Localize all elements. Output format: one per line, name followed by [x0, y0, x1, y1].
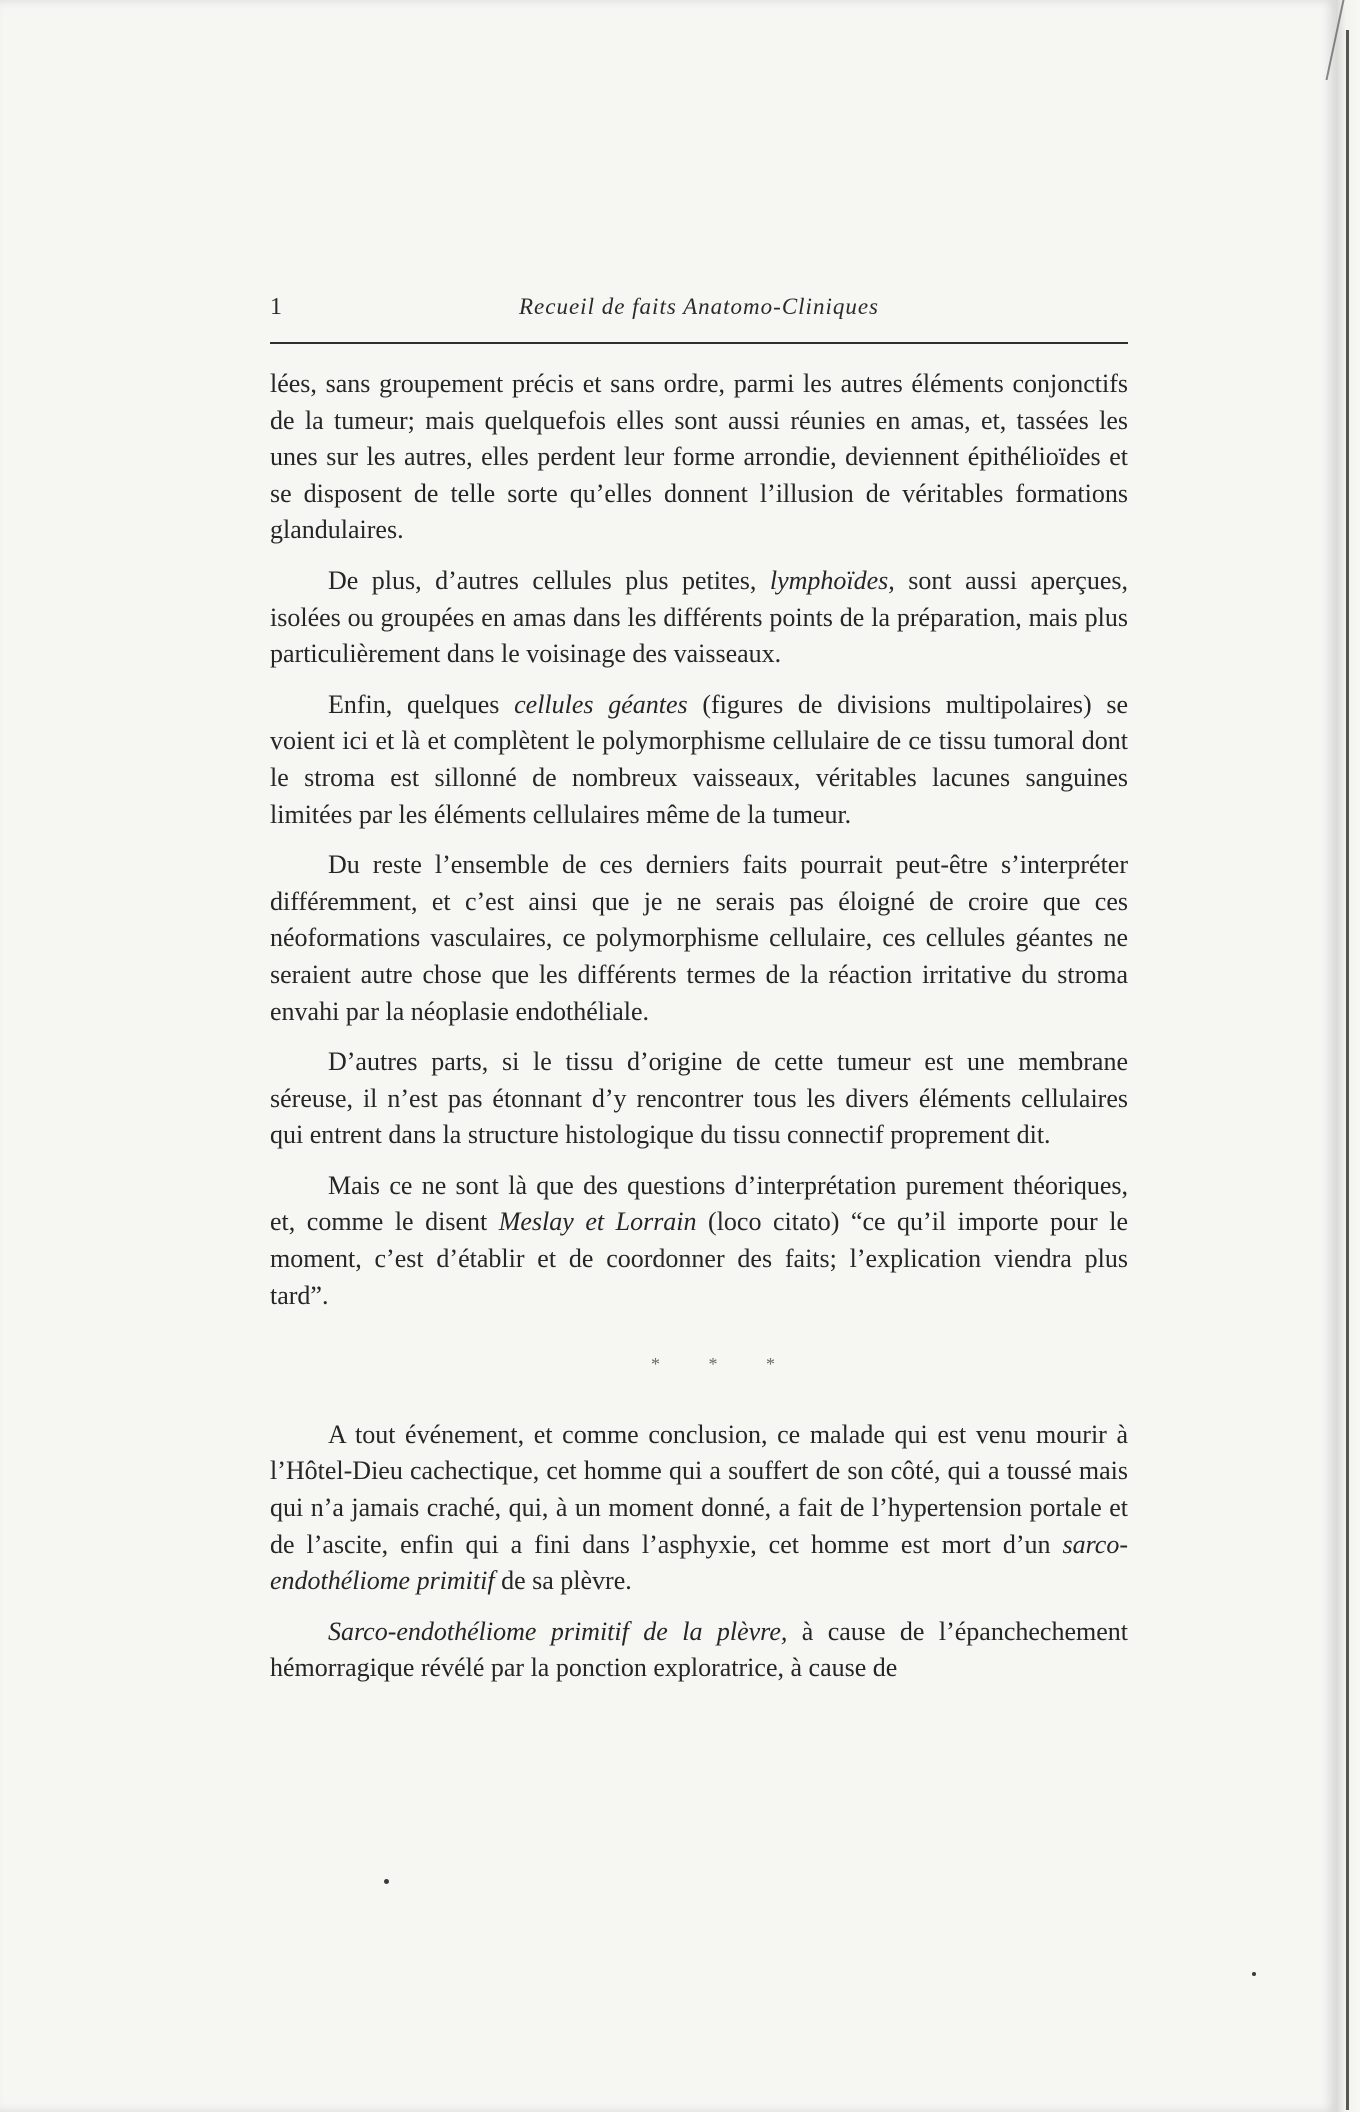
speck-mark	[384, 1879, 389, 1884]
text-run: (loco citato) “ce qu’il importe pour le moment, c’est d’établir et de coordonner des faits; l’explication viendra plus tard”.	[270, 1207, 1128, 1310]
text-run: Enfin, quelques	[328, 689, 515, 719]
text-run: Mais ce ne sont là que des questions d’interprétation purement théoriques, et, comme le disent	[270, 1170, 1128, 1237]
text-section-1	[270, 366, 1128, 1314]
binding-fold-line	[1346, 30, 1349, 2110]
paragraph	[270, 687, 1128, 833]
paragraph	[270, 563, 1128, 673]
italic-text: Meslay et Lorrain	[498, 1207, 697, 1237]
text-run: sont aussi aperçues, isolées ou groupées en amas dans les différents points de la préparation, mais plus particulièrement dans le voisinage des vaisseaux.	[270, 565, 1128, 669]
page-number: 1	[270, 294, 282, 320]
italic-text: Sarco-endothéliome primitif de la plèvre,	[328, 1616, 788, 1646]
speck-mark	[1252, 1972, 1256, 1976]
running-title: Recueil de faits Anatomo-Cliniques	[519, 294, 879, 319]
text-run: A tout événement, et comme conclusion, ce malade qui est venu mourir à l’Hôtel-Dieu cachectique, cet homme qui a souffert de son côté, qui a toussé mais qui n’a jamais craché, qui, à un moment donné, a fait de l’hypertension portale et de l’ascite, enfin qui a fini dans l’asphyxie, cet homme est mort d’un	[270, 1419, 1128, 1559]
text-run: (figures de divisions multipolaires) se voient ici et là et complètent le polymorphisme cellulaire de ce tissu tumoral dont le stroma est sillonné de nombreux vaisseaux, véritables lacunes sanguines limitées par les éléments cellulaires même de la tumeur.	[270, 689, 1128, 829]
section-ornament: * * *	[651, 1354, 797, 1375]
header-rule	[270, 342, 1128, 344]
paragraph	[270, 1614, 1128, 1687]
italic-text: lymphoïdes,	[769, 565, 895, 595]
paragraph	[270, 1044, 1128, 1154]
paragraph	[270, 1168, 1128, 1314]
page-header	[270, 290, 1128, 330]
italic-text: cellules géantes	[514, 689, 688, 719]
paragraph	[270, 1417, 1128, 1600]
italic-text: sarco-endothéliome primitif	[270, 1529, 1128, 1596]
paragraph	[270, 366, 1128, 549]
text-run: à cause de l’épanchechement hémorragique révélé par la ponction exploratrice, à cause de	[270, 1616, 1128, 1683]
text-run: De plus, d’autres cellules plus petites,	[328, 565, 770, 595]
text-run: D’autres parts, si le tissu d’origine de cette tumeur est une membrane séreuse, il n’est pas étonnant d’y rencontrer tous les divers éléments cellulaires qui entrent dans la structure histologique du tissu connectif proprement dit.	[270, 1047, 1128, 1150]
body-text	[270, 366, 1128, 1701]
text-run: de sa plèvre.	[494, 1566, 632, 1596]
text-run: Du reste l’ensemble de ces derniers faits pourrait peut-être s’interpréter différemment, et c’est ainsi que je ne serais pas éloigné de croire que ces néoformations vasculaires, ce polymorphisme cellulaire, ces cellules géantes ne seraient autre chose que les différents termes de la réaction irritative du stroma envahi par la néoplasie endothéliale.	[270, 850, 1128, 1026]
text-run: lées, sans groupement précis et sans ordre, parmi les autres éléments conjonctifs de la tumeur; mais quelquefois elles sont aussi réunies en amas, et, tassées les unes sur les autres, elles perdent leur forme arrondie, deviennent épithélioïdes et se disposent de telle sorte qu’elles donnent l’illusion de véritables formations glandulaires.	[270, 369, 1128, 545]
paragraph	[270, 847, 1128, 1030]
text-section-2	[270, 1417, 1128, 1687]
